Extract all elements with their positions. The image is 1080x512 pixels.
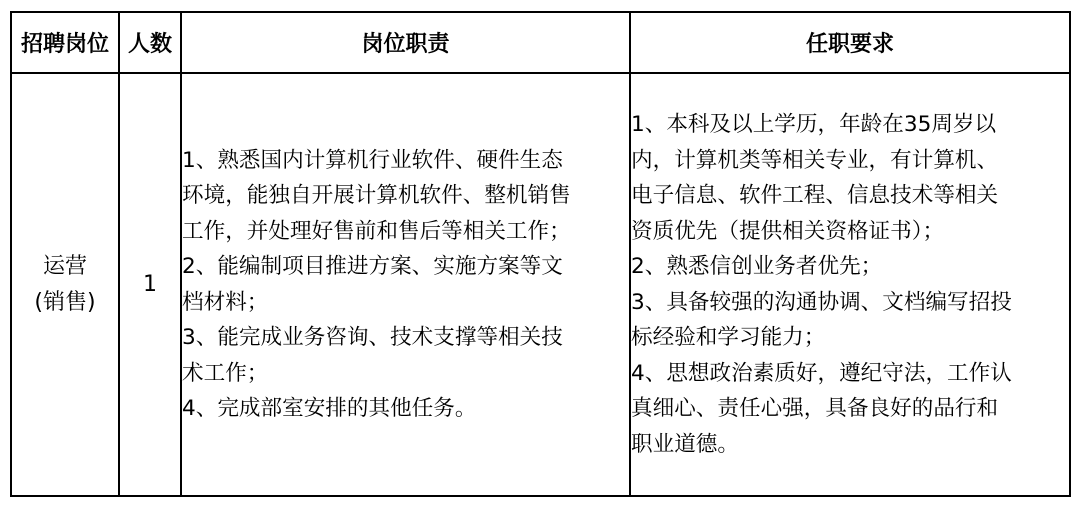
header-duties: 岗位职责 [181, 12, 630, 73]
recruitment-table [10, 11, 1071, 497]
position-subtitle: (销售) [34, 289, 96, 315]
duties-line: 1、熟悉国内计算机行业软件、硬件生态 [182, 147, 563, 173]
duties-line: 环境，能独自开展计算机软件、整机销售 [182, 183, 571, 208]
duties-line: 3、能完成业务咨询、技术支撑等相关技 [182, 325, 563, 350]
requirements-line: 真细心、责任心强，具备良好的品行和 [631, 396, 999, 421]
requirements-line: 2、熟悉信创业务者优先； [631, 254, 883, 279]
requirements-line: 3、具备较强的沟通协调、文档编写招投 [631, 289, 1012, 315]
header-count: 人数 [119, 12, 181, 73]
header-row [11, 12, 1070, 73]
requirements-line: 资质优先（提供相关资格证书）； [631, 218, 945, 244]
requirements-line: 4、思想政治素质好，遵纪守法，工作认 [631, 360, 1012, 386]
duties-cell [181, 73, 630, 496]
requirements-line: 电子信息、软件工程、信息技术等相关 [631, 183, 999, 208]
requirements-line: 1、本科及以上学历，年龄在35周岁以 [631, 112, 997, 137]
duties-line: 术工作； [182, 360, 269, 386]
count-cell: 1 [119, 73, 181, 496]
header-requirements: 任职要求 [630, 12, 1070, 73]
position-name: 运营 [42, 253, 87, 279]
table-row [11, 73, 1070, 496]
duties-line: 4、完成部室安排的其他任务。 [182, 396, 477, 421]
duties-line: 档材料； [182, 289, 269, 315]
duties-line: 工作，并处理好售前和售后等相关工作； [182, 218, 571, 244]
requirements-line: 标经验和学习能力； [631, 325, 826, 350]
requirements-line: 内，计算机类等相关专业，有计算机、 [631, 147, 999, 173]
header-position: 招聘岗位 [11, 12, 119, 73]
requirements-line: 职业道德。 [631, 431, 739, 457]
requirements-cell [630, 73, 1070, 496]
duties-line: 2、能编制项目推进方案、实施方案等文 [182, 254, 563, 279]
position-cell [11, 73, 119, 496]
